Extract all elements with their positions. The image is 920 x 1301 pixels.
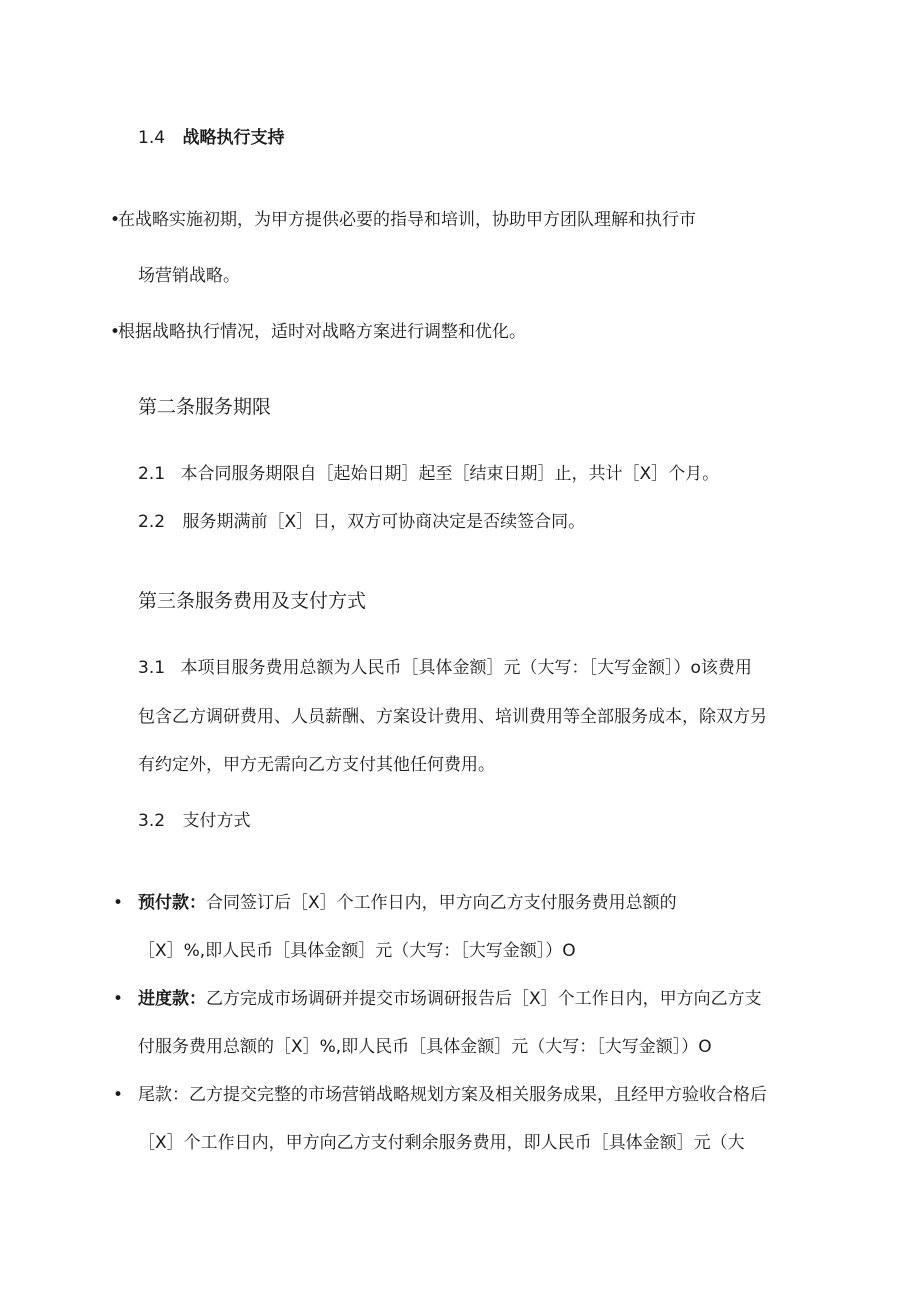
clause-3-1-continued: 有约定外，甲方无需向乙方支付其他任何费用。 (138, 755, 495, 775)
payment-item-advance (138, 891, 677, 915)
bullet-marker: • (113, 989, 124, 1009)
bullet-text-continued: 场营销战略。 (138, 266, 240, 286)
payment-text-continued: 付服务费用总额的［X］%,即人民币［具体金额］元（大写：［大写金额］）O (138, 1037, 712, 1057)
clause-number: 2.1 (138, 464, 166, 484)
payment-text: 乙方完成市场调研并提交市场调研报告后［X］个工作日内，甲方向乙方支 (206, 989, 762, 1009)
clause-3-1 (138, 656, 752, 680)
payment-text-continued: ［X］%,即人民币［具体金额］元（大写：［大写金额］）O (138, 941, 576, 961)
payment-text-continued: ［X］个工作日内，甲方向乙方支付剩余服务费用，即人民币［具体金额］元（大 (138, 1133, 745, 1153)
clause-3-2 (138, 809, 250, 833)
clause-text: 本合同服务期限自［起始日期］起至［结束日期］止，共计［X］个月。 (180, 464, 720, 484)
clause-title: 支付方式 (182, 811, 251, 831)
section-1-4-heading (138, 126, 284, 150)
payment-item-progress (138, 987, 762, 1011)
clause-2-1 (138, 462, 719, 486)
bullet-text: 根据战略执行情况，适时对战略方案进行调整和优化。 (118, 322, 526, 342)
clause-text: 服务期满前［X］日，双方可协商决定是否续签合同。 (182, 512, 586, 532)
clause-2-2 (138, 510, 585, 534)
bullet-marker: • (113, 1085, 124, 1105)
clause-number: 3.2 (138, 811, 166, 831)
bullet-marker: • (110, 210, 121, 230)
clause-text: 本项目服务费用总额为人民币［具体金额］元（大写：［大写金额］）o该费用 (180, 658, 752, 678)
payment-label: 进度款： (138, 989, 206, 1009)
bullet-marker: • (110, 322, 121, 342)
clause-number: 3.1 (138, 658, 166, 678)
section-number: 1.4 (138, 128, 166, 148)
payment-text: 乙方提交完整的市场营销战略规划方案及相关服务成果，且经甲方验收合格后 (189, 1085, 767, 1105)
payment-item-final (138, 1083, 767, 1107)
article-2-title: 第二条服务期限 (138, 396, 272, 418)
payment-label: 尾款： (138, 1085, 189, 1105)
clause-3-1-continued: 包含乙方调研费用、人员薪酬、方案设计费用、培训费用等全部服务成本，除双方另 (138, 707, 767, 727)
article-3-title: 第三条服务费用及支付方式 (138, 590, 367, 612)
bullet-marker: • (113, 893, 124, 913)
clause-number: 2.2 (138, 512, 166, 532)
payment-text: 合同签订后［X］个工作日内，甲方向乙方支付服务费用总额的 (206, 893, 677, 913)
payment-label: 预付款： (138, 893, 206, 913)
section-title: 战略执行支持 (182, 128, 285, 148)
bullet-text: 在战略实施初期，为甲方提供必要的指导和培训，协助甲方团队理解和执行市 (118, 210, 696, 230)
